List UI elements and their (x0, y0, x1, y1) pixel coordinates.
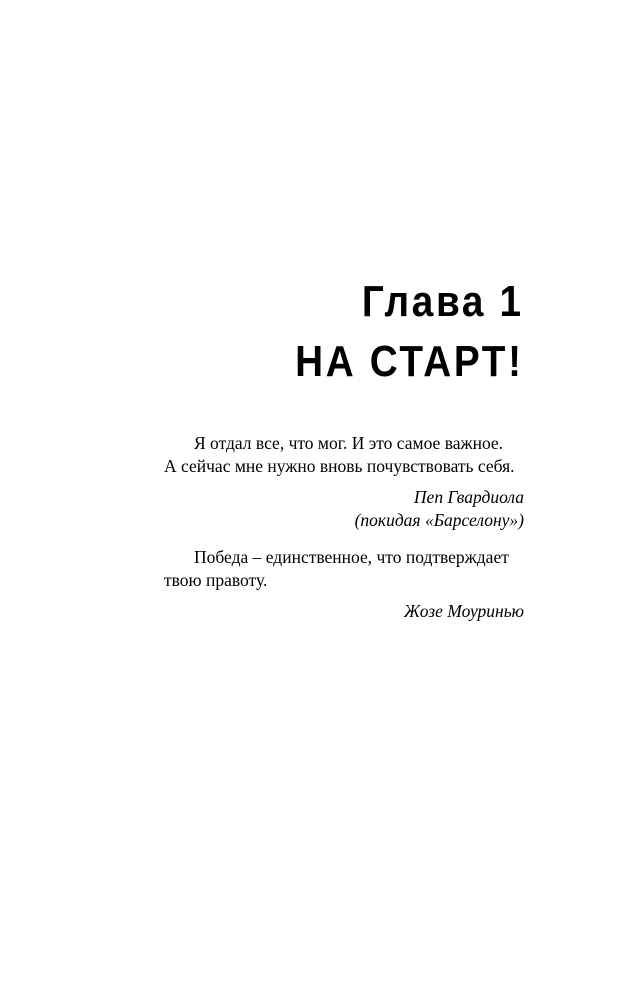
epigraph-line: твою правоту. (164, 570, 268, 590)
epigraph-mourinho (164, 546, 524, 623)
epigraph-line: Я отдал все, что мог. И это самое важное. (194, 433, 504, 453)
epigraph-line: Победа – единственное, что подтверждает (194, 547, 509, 567)
epigraph-guardiola (164, 432, 524, 532)
epigraph-author: Пеп Гвардиола (413, 487, 524, 507)
epigraph-author-note: (покидая «Барселону») (354, 510, 524, 530)
epigraph-line: А сейчас мне нужно вновь почувствовать себя. (164, 456, 515, 476)
chapter-heading (264, 276, 524, 388)
chapter-number: Глава 1 (362, 277, 524, 326)
epigraph-author: Жозе Моуринью (403, 601, 524, 621)
chapter-title: НА СТАРТ! (295, 337, 524, 386)
